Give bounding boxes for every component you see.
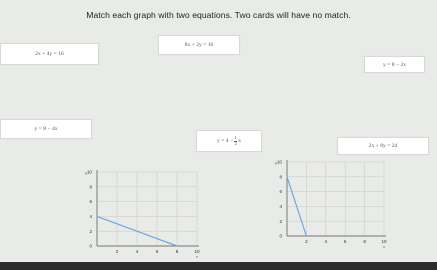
- graph-1-y-axis-label: y: [85, 170, 87, 175]
- x-tick-label: 10: [194, 249, 200, 254]
- y-tick-label: 8: [89, 184, 92, 190]
- graph-drop-zone-1[interactable]: [85, 165, 210, 260]
- graph-drop-zone-2[interactable]: [276, 155, 394, 255]
- equation-card-5[interactable]: [196, 130, 262, 152]
- card-2-text: 2x + 4y = 16: [35, 51, 64, 57]
- card-5-numerator: 1: [234, 135, 237, 141]
- equation-card-3[interactable]: [364, 56, 425, 73]
- y-tick-label: 0: [279, 233, 282, 239]
- equation-card-4[interactable]: [0, 119, 92, 139]
- instruction-text: Match each graph with two equations. Two cards will have no match.: [86, 10, 351, 20]
- card-5-tail: x: [238, 138, 241, 144]
- x-tick-label: 6: [343, 239, 347, 244]
- card-5-fraction: [234, 136, 237, 145]
- card-6-text: 2x + 8y = 24: [368, 143, 398, 149]
- y-tick-label: 2: [89, 228, 92, 234]
- x-tick-label: 6: [155, 249, 159, 254]
- y-tick-label: 8: [279, 174, 282, 180]
- card-4-text: y = 8 − 4x: [34, 126, 58, 132]
- y-tick-label: 10: [276, 159, 282, 165]
- x-tick-label: 2: [305, 239, 308, 244]
- graph-2-grid: [287, 162, 384, 236]
- y-tick-label: 6: [89, 199, 92, 205]
- y-tick-label: 2: [279, 218, 282, 224]
- y-tick-label: 0: [89, 243, 92, 249]
- x-tick-label: 4: [324, 239, 328, 244]
- y-tick-label: 4: [89, 214, 92, 219]
- equation-card-1[interactable]: [158, 35, 240, 55]
- graph-2-plot: [276, 155, 394, 255]
- card-5-lead: y = 4 −: [217, 138, 234, 144]
- y-tick-label: 6: [279, 189, 282, 195]
- bottom-bar: [0, 262, 437, 270]
- equation-card-2[interactable]: [0, 43, 99, 65]
- card-3-text: y = 8 − 2x: [382, 61, 407, 68]
- x-tick-label: 10: [381, 239, 387, 244]
- equation-card-6[interactable]: [337, 137, 429, 155]
- graph-2-y-axis-label: y: [275, 160, 277, 165]
- graph-2-x-axis-label: x: [383, 244, 385, 249]
- y-tick-label: 10: [86, 169, 92, 175]
- y-tick-label: 4: [279, 204, 282, 209]
- graph-1-x-axis-label: x: [196, 254, 198, 259]
- card-1-text: 8x + 2y = 16: [184, 42, 214, 48]
- x-tick-label: 8: [363, 239, 366, 244]
- x-tick-label: 4: [135, 249, 139, 254]
- graph-1-plot: [85, 165, 210, 260]
- x-tick-label: 2: [115, 249, 119, 254]
- x-tick-label: 8: [175, 249, 179, 254]
- card-5-denominator: 2: [234, 140, 237, 146]
